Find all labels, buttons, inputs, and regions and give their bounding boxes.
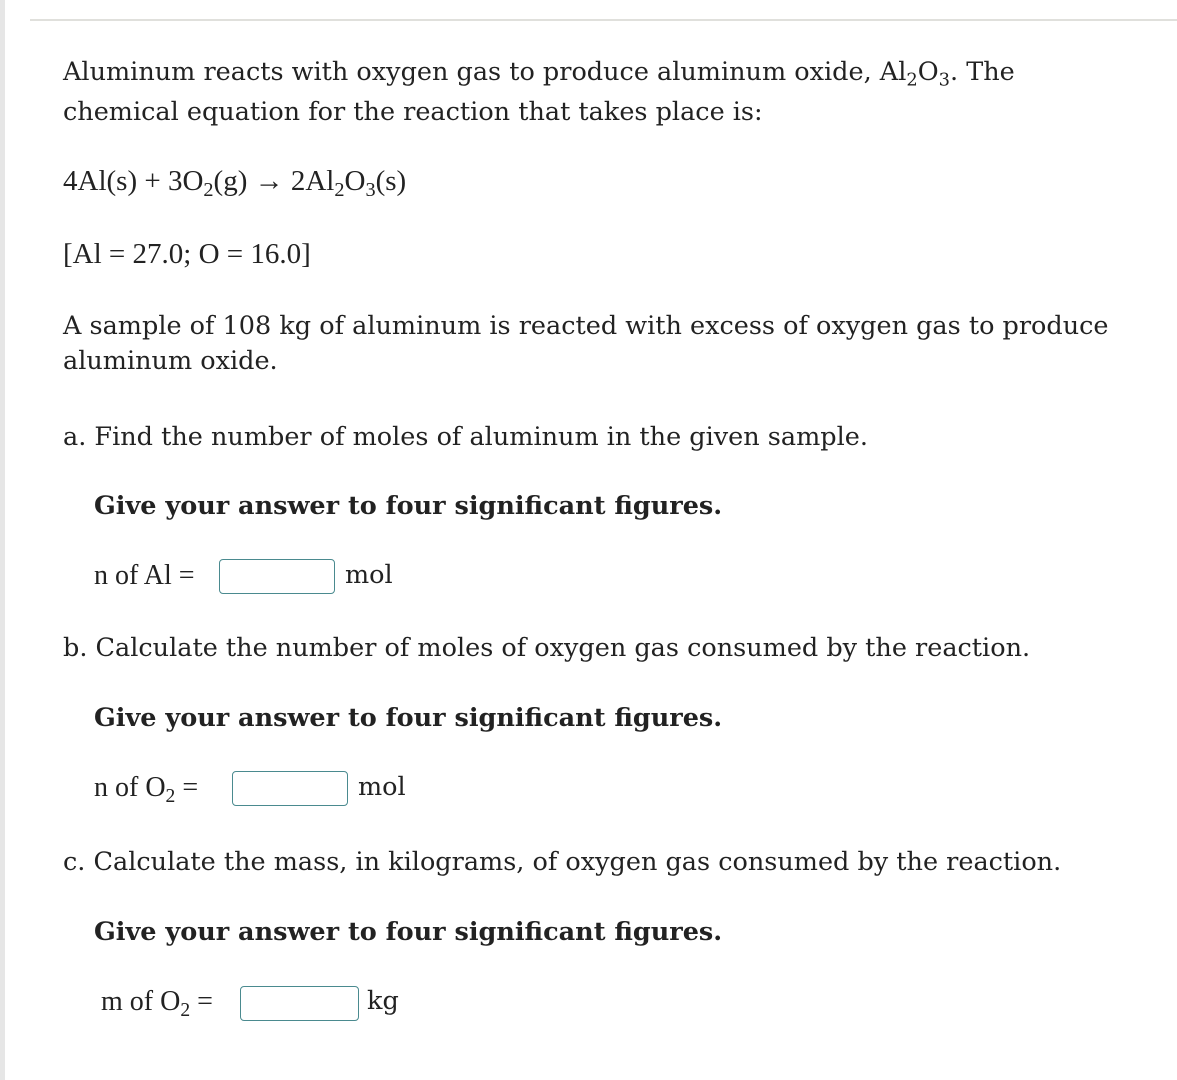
divider — [30, 19, 1177, 21]
atomic-masses: [Al = 27.0; O = 16.0] — [63, 238, 311, 270]
m-o2-input[interactable] — [240, 986, 359, 1021]
subscript: 2 — [334, 179, 345, 202]
intro-line-2: chemical equation for the reaction that takes place is: — [63, 97, 763, 127]
label-c — [101, 986, 213, 1021]
n-al-input[interactable] — [219, 559, 335, 594]
eq-part: (g) → 2Al — [213, 165, 335, 197]
question-a: a. Find the number of moles of aluminum in the given sample. — [63, 422, 868, 452]
instruction-b: Give your answer to four significant figures. — [94, 703, 723, 733]
subscript: 2 — [165, 785, 176, 807]
unit-c: kg — [367, 986, 399, 1016]
label-text: n of O — [94, 772, 166, 803]
unit-a: mol — [345, 560, 393, 590]
intro-text: . The — [949, 57, 1015, 87]
n-o2-input[interactable] — [232, 771, 348, 806]
instruction-c: Give your answer to four significant figures. — [94, 917, 723, 947]
left-border — [0, 0, 5, 1080]
intro-line-1 — [63, 52, 1015, 92]
question-c: c. Calculate the mass, in kilograms, of oxygen gas consumed by the reaction. — [63, 847, 1062, 877]
label-text: m of O — [101, 986, 181, 1017]
instruction-a: Give your answer to four significant figures. — [94, 491, 723, 521]
subscript: 2 — [203, 179, 214, 202]
eq-part: 4Al(s) + 3O — [63, 165, 204, 197]
subscript: 2 — [180, 999, 191, 1021]
intro-text: Aluminum reacts with oxygen gas to produce aluminum oxide, Al — [63, 57, 907, 87]
subscript: 3 — [365, 179, 376, 202]
eq-part: (s) — [375, 165, 407, 197]
intro-text: O — [917, 57, 939, 87]
unit-b: mol — [358, 772, 406, 802]
eq-part: O — [344, 165, 366, 197]
subscript: 2 — [906, 69, 918, 91]
chemical-equation — [63, 165, 407, 202]
label-text: = — [190, 986, 213, 1017]
subscript: 3 — [938, 69, 950, 91]
label-b — [94, 772, 199, 807]
sample-line-1: A sample of 108 kg of aluminum is reacted with excess of oxygen gas to produce — [63, 311, 1109, 341]
question-b: b. Calculate the number of moles of oxygen gas consumed by the reaction. — [63, 633, 1031, 663]
label-a: n of Al = — [94, 560, 195, 591]
sample-line-2: aluminum oxide. — [63, 346, 278, 376]
label-text: = — [175, 772, 199, 803]
